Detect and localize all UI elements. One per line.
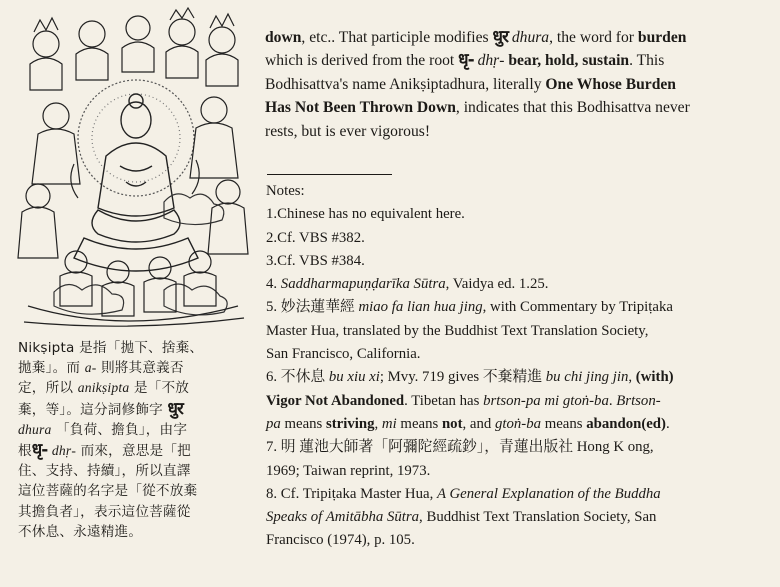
note-line xyxy=(266,203,776,226)
chinese-commentary xyxy=(18,338,252,542)
clouds xyxy=(54,194,227,315)
text-segment: 是「不放 xyxy=(129,380,190,397)
central-buddha xyxy=(74,94,198,271)
italic-term: a- xyxy=(84,360,97,376)
illustration-drawing xyxy=(14,6,250,330)
note-line xyxy=(266,483,776,506)
text-segment: 「負荷、擔負」，由字 xyxy=(51,421,188,438)
text-segment: 7. 明 蓮池大師著「阿彌陀經疏鈔」，青蓮出版社 Hong K ong, xyxy=(266,439,654,456)
text-segment: . xyxy=(665,415,670,432)
chinese-line xyxy=(18,440,252,461)
notes-section xyxy=(266,180,776,553)
text-segment: 5. 妙法蓮華經 xyxy=(266,299,359,316)
text-segment: 2.Cf. VBS #382. xyxy=(266,229,365,246)
bold-term: striving xyxy=(326,415,375,432)
note-line xyxy=(266,506,776,529)
text-segment: , indicates that this Bodhisattva never xyxy=(455,99,690,117)
note-line xyxy=(266,343,776,366)
chinese-line xyxy=(18,502,252,522)
text-segment: San Francisco, California. xyxy=(266,346,421,363)
note-line xyxy=(266,366,776,389)
text-segment: 拋棄」。而 xyxy=(18,360,85,377)
text-segment: which is derived from the root xyxy=(265,52,459,70)
notes-list xyxy=(266,203,776,552)
chinese-line xyxy=(18,481,252,501)
body-line xyxy=(265,73,775,96)
italic-term: dhṛ- xyxy=(477,52,505,70)
text-segment: means xyxy=(396,415,442,432)
text-segment: means xyxy=(280,415,326,432)
text-segment: , and xyxy=(462,415,495,432)
text-segment: 則將其意義否 xyxy=(96,360,184,377)
text-segment: 棄，等」。這分詞修飾字 xyxy=(18,401,168,418)
devanagari-term: धृ- xyxy=(458,50,474,71)
note-line xyxy=(266,413,776,436)
bold-term: (with) xyxy=(635,369,674,386)
note-line xyxy=(266,460,776,483)
text-segment: Master Hua, translated by the Buddhist Text Translation Society, xyxy=(266,322,649,339)
text-segment: , etc.. That participle modifies xyxy=(301,29,493,46)
text-segment: 定，所以 xyxy=(18,380,78,397)
bold-term: Vigor Not Abandoned xyxy=(266,392,405,409)
devanagari-term: धृ- xyxy=(31,440,48,461)
body-line xyxy=(265,26,775,49)
note-line xyxy=(266,390,776,413)
devanagari-term: धुर xyxy=(167,398,183,419)
italic-term: dhṛ- xyxy=(51,443,77,459)
upper-figures xyxy=(30,8,238,90)
bold-term: burden xyxy=(637,29,687,46)
bodhisattva-assembly-illustration xyxy=(14,6,250,330)
italic-term: Brtson- xyxy=(616,392,661,409)
text-segment: 1.Chinese has no equivalent here. xyxy=(266,206,465,223)
english-commentary xyxy=(265,26,775,143)
bold-term: abandon(ed) xyxy=(586,415,666,432)
bold-term: bear, hold, sustain xyxy=(508,52,630,70)
italic-term: bu chi jing jin xyxy=(545,369,629,386)
notes-heading: Notes: xyxy=(266,183,305,199)
italic-term: miao fa lian hua jing xyxy=(358,299,483,316)
text-segment: . xyxy=(608,392,617,409)
chinese-line xyxy=(18,461,252,481)
text-segment: Nikṣipta 是指「拋下、捨棄、 xyxy=(18,340,204,356)
text-segment: , with Commentary by Tripiṭaka xyxy=(482,299,673,316)
note-line xyxy=(266,296,776,319)
text-segment: 其擔負者」，表示這位菩薩從 xyxy=(18,503,191,520)
italic-term: A General Explanation of the Buddha xyxy=(436,485,661,502)
italic-term: pa xyxy=(266,415,281,432)
text-segment: . Tibetan has xyxy=(404,392,484,409)
chinese-line xyxy=(18,420,252,440)
text-segment: 根 xyxy=(18,443,32,460)
text-segment: , xyxy=(374,415,382,432)
italic-term: mi xyxy=(381,415,397,432)
bold-term: Has Not Been Thrown Down xyxy=(265,99,456,117)
note-line xyxy=(266,320,776,343)
italic-term: anikṣipta xyxy=(77,380,130,396)
notes-divider xyxy=(267,174,392,175)
text-segment: 3.Cf. VBS #384. xyxy=(266,252,365,269)
body-line xyxy=(265,120,775,143)
bold-term: One Whose Burden xyxy=(545,75,676,93)
devanagari-term: धुर xyxy=(492,27,508,47)
italic-term: gtoṅ-ba xyxy=(494,415,541,432)
text-segment: means xyxy=(541,415,587,432)
note-line xyxy=(266,227,776,250)
text-segment: , Buddhist Text Translation Society, San xyxy=(419,509,657,526)
chinese-line xyxy=(18,358,252,378)
note-line xyxy=(266,529,776,552)
text-segment: 1969; Taiwan reprint, 1973. xyxy=(266,462,431,479)
italic-term: dhura xyxy=(18,421,52,437)
italic-term: dhura xyxy=(511,29,550,46)
text-segment: 住、支持、持續」，所以直譯 xyxy=(18,463,191,480)
text-segment: 而來，意思是「把 xyxy=(76,443,191,460)
note-line xyxy=(266,436,776,459)
italic-term: Speaks of Amitābha Sūtra xyxy=(266,509,420,526)
italic-term: Saddharmapuṇḍarīka Sūtra xyxy=(280,276,446,293)
chinese-line xyxy=(18,399,252,420)
text-segment: 不休息、永遠精進。 xyxy=(18,523,143,540)
bold-term: not xyxy=(441,415,463,432)
text-segment: 4. xyxy=(266,276,281,293)
chinese-line xyxy=(18,378,252,398)
body-line xyxy=(265,96,775,119)
text-segment: rests, but is ever vigorous! xyxy=(265,122,431,140)
text-segment: Francisco (1974), p. 105. xyxy=(266,532,415,549)
text-segment: Bodhisattva's name Anikṣiptadhura, literally xyxy=(265,75,546,93)
note-line xyxy=(266,250,776,273)
bold-term: down xyxy=(265,29,302,46)
text-segment: , the word for xyxy=(549,29,638,46)
italic-term: brtson-pa mi gtoṅ-ba xyxy=(483,392,609,409)
chinese-line xyxy=(18,338,252,358)
text-segment: , xyxy=(628,369,636,386)
side-figures xyxy=(18,97,248,258)
note-line xyxy=(266,273,776,296)
text-segment: 6. 不休息 xyxy=(266,369,329,386)
text-segment: , Vaidya ed. 1.25. xyxy=(445,276,549,293)
body-line xyxy=(265,49,775,72)
text-segment: ; Mvy. 719 gives 不棄精進 xyxy=(379,369,546,386)
text-segment: 這位菩薩的名字是「從不放棄 xyxy=(18,483,198,500)
italic-term: bu xiu xi xyxy=(328,369,380,386)
text-segment: . This xyxy=(629,52,665,70)
text-segment: 8. Cf. Tripiṭaka Master Hua, xyxy=(266,485,437,502)
chinese-line xyxy=(18,522,252,542)
